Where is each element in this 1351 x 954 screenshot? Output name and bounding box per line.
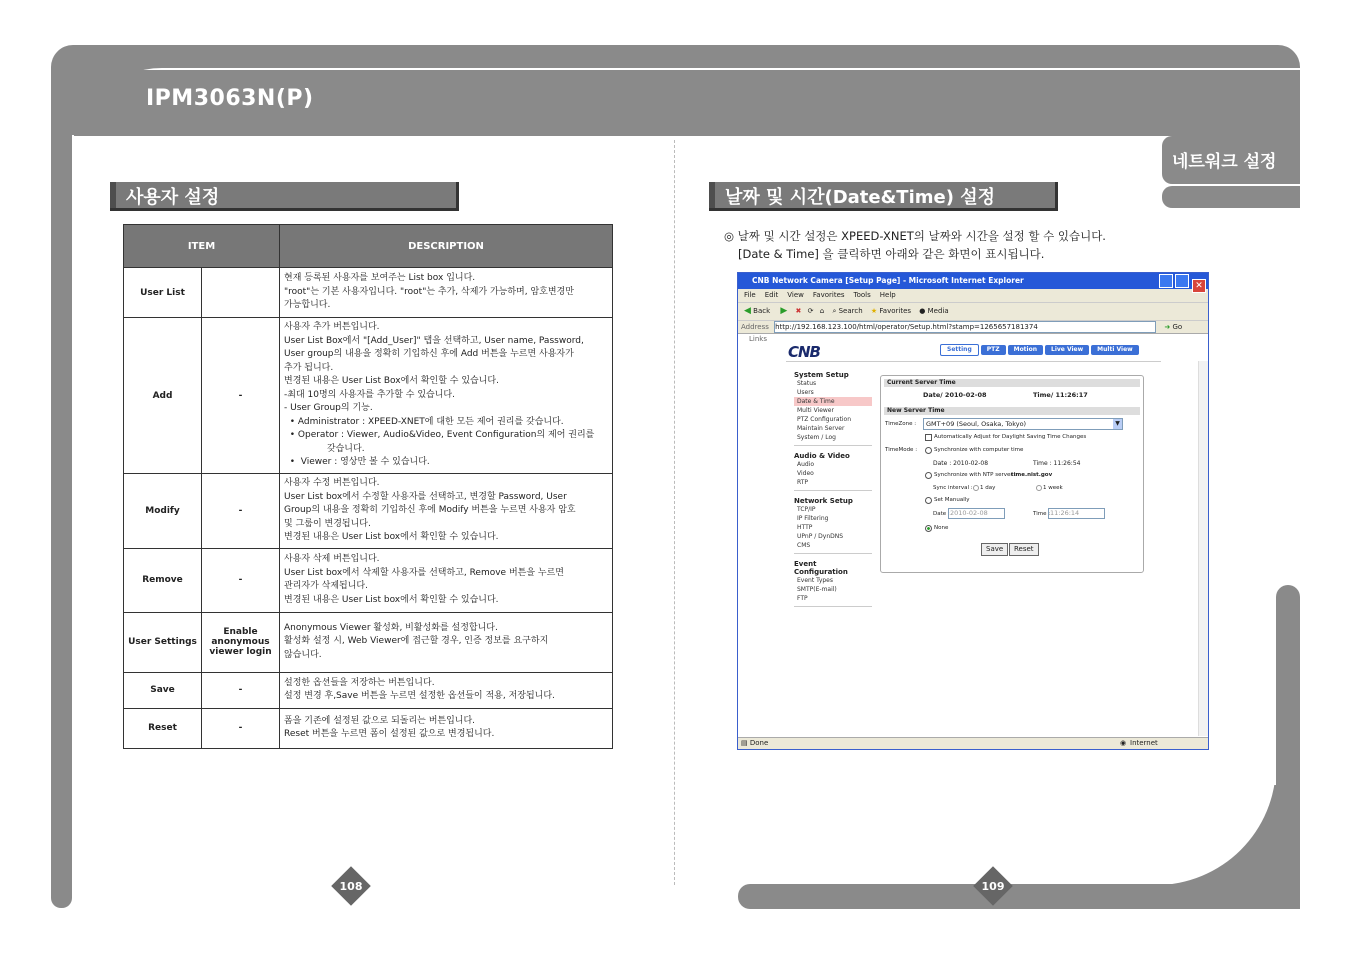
menu-item[interactable]: Date & Time (794, 397, 872, 406)
status-internet: Internet (1130, 739, 1158, 747)
forward-arrow-icon[interactable]: ▶ (780, 306, 788, 316)
menu-item[interactable]: Multi Viewer (797, 407, 834, 414)
row-subitem: - (202, 672, 280, 708)
setup-side-menu (794, 365, 872, 607)
description-line: User List Box에서 "[Add_User]" 탭을 선택하고, User name, Password, (284, 335, 584, 346)
row-subitem: - (202, 318, 280, 474)
table-body (124, 268, 613, 749)
description-line: - User Group의 기능. (284, 403, 373, 414)
page-number-left: 108 (339, 880, 363, 893)
none-radio[interactable] (925, 525, 932, 532)
row-item: Reset (124, 708, 202, 748)
description-line: 현재 등록된 사용자를 보여주는 List box 입니다. (284, 273, 476, 284)
sync-ntp-radio[interactable] (925, 472, 932, 479)
menu-item[interactable]: SMTP(E-mail) (797, 586, 837, 593)
table-row (124, 548, 613, 612)
save-button[interactable]: Save (981, 543, 1008, 556)
menu-group-title: Audio & Video (794, 452, 850, 460)
menu-item[interactable]: UPnP / DynDNS (797, 533, 844, 540)
description-line: 및 그룹이 변경됩니다. (284, 518, 371, 529)
none-label: None (934, 525, 949, 531)
timemode-label: TimeMode : (885, 447, 918, 453)
menu-item[interactable]: HTTP (797, 524, 813, 531)
right-frame-bar (1276, 585, 1300, 909)
menu-item[interactable]: System / Log (797, 434, 836, 441)
row-item: Add (124, 318, 202, 474)
description-line: 사용자 추가 버튼입니다. (284, 322, 380, 333)
ie-menubar (738, 289, 1208, 303)
interval-day-radio[interactable] (973, 485, 979, 491)
cnb-logo: CNB (788, 343, 820, 361)
close-icon[interactable]: ✕ (1192, 279, 1206, 293)
row-description (280, 474, 613, 549)
new-time-form (881, 415, 1143, 575)
table-row (124, 474, 613, 549)
intro-line-1: ◎ 날짜 및 시간 설정은 XPEED-XNET의 날짜와 시간을 설정 할 수 있습니다. (724, 229, 1106, 243)
current-time-header: Current Server Time (884, 379, 1140, 387)
reset-button[interactable]: Reset (1009, 543, 1039, 556)
dst-checkbox[interactable] (925, 434, 932, 441)
manual-date-label: Date : (933, 511, 950, 517)
menu-item[interactable]: Maintain Server (797, 425, 845, 432)
current-time: Time/ 11:26:17 (1033, 391, 1088, 399)
table-header-description: DESCRIPTION (280, 225, 613, 268)
page-scrollbar[interactable] (1198, 361, 1208, 736)
menu-group-title: Network Setup (794, 497, 853, 505)
menu-item[interactable]: FTP (797, 595, 808, 602)
timezone-label: TimeZone : (885, 421, 917, 427)
document-title: IPM3063N(P) (146, 86, 314, 111)
ie-menu-item[interactable]: File (744, 291, 756, 299)
menu-item[interactable]: CMS (797, 542, 811, 549)
description-line: 갖습니다. (284, 443, 365, 454)
right-section-title: 날짜 및 시간(Date&Time) 설정 (725, 187, 995, 208)
row-subitem: - (202, 474, 280, 549)
dst-label: Automatically Adjust for Daylight Saving Time Changes (934, 434, 1087, 440)
current-time-row (881, 387, 1143, 401)
page-number-right: 109 (981, 880, 1005, 893)
nav-tab[interactable]: PTZ (981, 345, 1006, 355)
nav-tab[interactable]: Multi View (1091, 345, 1139, 355)
ie-statusbar (738, 737, 1208, 749)
timezone-value: GMT+09 (Seoul, Osaka, Tokyo) (926, 420, 1027, 428)
pc-time: Time : 11:26:54 (1033, 460, 1081, 467)
description-line: • Operator : Viewer, Audio&Video, Event Configuration의 제어 권리를 (284, 430, 595, 441)
sync-pc-label: Synchronize with computer time (934, 447, 1024, 453)
description-line: 변경된 내용은 User List box에서 확인할 수 있습니다. (284, 532, 499, 542)
description-line: 사용자 삭제 버튼입니다. (284, 554, 380, 564)
ie-menu-item[interactable]: Help (879, 291, 896, 299)
toolbar-favorites[interactable]: Favorites (879, 307, 912, 315)
menu-group-title: System Setup (794, 371, 849, 379)
interval-week-radio[interactable] (1036, 485, 1042, 491)
interval-week-label: 1 week (1043, 485, 1063, 491)
interval-day-label: 1 day (980, 485, 996, 491)
ntp-server[interactable]: time.nist.gov (1011, 472, 1053, 478)
sync-ntp-label: Synchronize with NTP server : (934, 472, 1017, 478)
description-line: 설정 변경 후,Save 버튼을 누르면 설정한 옵션들이 적용, 저장됩니다. (284, 691, 555, 701)
manual-date-input[interactable]: 2010-02-08 (948, 508, 1005, 519)
page-divider (674, 140, 675, 885)
description-line: 변경된 내용은 User List Box에서 확인할 수 있습니다. (284, 376, 499, 387)
row-description (280, 708, 613, 748)
current-date: Date/ 2010-02-08 (923, 391, 987, 399)
description-line: Reset 버튼을 누르면 폼이 설정된 값으로 변경됩니다. (284, 729, 495, 739)
description-line: 변경된 내용은 User List box에서 확인할 수 있습니다. (284, 594, 499, 605)
menu-item[interactable]: PTZ Configuration (797, 416, 851, 423)
left-section-title: 사용자 설정 (126, 187, 220, 208)
table-row (124, 268, 613, 318)
manual-label: Set Manually (934, 497, 970, 503)
nav-tab[interactable]: Setting (940, 344, 979, 356)
status-done: Done (749, 739, 769, 747)
timezone-select[interactable] (923, 418, 1123, 430)
row-description (280, 672, 613, 708)
menu-item[interactable]: RTP (797, 479, 809, 486)
description-line: User List box에서 삭제할 사용자를 선택하고, Remove 버튼을 누르면 (284, 567, 564, 578)
row-description (280, 548, 613, 612)
maximize-icon[interactable] (1175, 274, 1189, 288)
manual-radio[interactable] (925, 497, 932, 504)
description-line: 사용자 수정 버튼입니다. (284, 478, 380, 488)
window-controls (1159, 274, 1206, 294)
sync-interval-label: Sync interval : (933, 485, 973, 491)
menu-item[interactable]: Audio (797, 461, 815, 468)
description-line: 가능합니다. (284, 300, 331, 311)
row-description (280, 318, 613, 474)
menu-group-title: Event Configuration (794, 560, 848, 576)
chevron-down-icon[interactable]: ▼ (1113, 419, 1122, 429)
row-item: User Settings (124, 612, 202, 672)
new-time-header: New Server Time (884, 407, 1140, 415)
description-line: 활성화 설정 시, Web Viewer에 접근할 경우, 인증 정보를 요구하지 (284, 636, 549, 647)
toolbar-back[interactable]: Back (753, 307, 771, 315)
ie-menu-item[interactable]: Favorites (812, 291, 845, 299)
pc-date: Date : 2010-02-08 (933, 460, 989, 467)
back-arrow-icon[interactable]: ◀ (744, 306, 751, 316)
row-item: Modify (124, 474, 202, 549)
description-line: Group의 내용을 정확히 기입하신 후에 Modify 버튼을 누르면 사용자 암호 (284, 505, 576, 515)
nav-divider (786, 361, 1161, 362)
nav-tab[interactable]: Live View (1045, 345, 1089, 355)
right-section-title-bar (709, 182, 1058, 211)
description-line: "root"는 기본 사용자입니다. "root"는 추가, 삭제가 가능하며, 암호변경만 (284, 286, 574, 297)
nav-tab[interactable]: Motion (1008, 345, 1043, 355)
row-item: User List (124, 268, 202, 318)
go-button[interactable]: Go (1172, 323, 1183, 331)
menu-separator (794, 606, 872, 607)
media-icon[interactable]: ● (919, 307, 926, 315)
table-header-row (124, 225, 613, 268)
row-description (280, 268, 613, 318)
user-settings-table (123, 224, 613, 749)
setup-nav-tabs (938, 344, 1139, 356)
manual-time-label: Time : (1033, 511, 1051, 517)
ie-titlebar (738, 273, 1208, 289)
table-row (124, 318, 613, 474)
description-line: • Administrator : XPEED-XNET에 대한 모든 제어 권리를 갖습니다. (284, 416, 564, 427)
refresh-icon[interactable]: ⟳ (807, 307, 814, 315)
chapter-tab (1162, 136, 1300, 184)
go-arrow-icon[interactable]: ➜ (1164, 323, 1171, 331)
menu-separator (794, 553, 872, 554)
ie-menu-item[interactable]: Tools (853, 291, 871, 299)
description-line: 설정한 옵션들을 저장하는 버튼입니다. (284, 677, 435, 688)
chapter-tab-lower (1162, 186, 1300, 208)
table-row (124, 672, 613, 708)
description-line: -최대 10명의 사용자를 추가할 수 있습니다. (284, 389, 455, 400)
description-line: 관리자가 삭제됩니다. (284, 581, 368, 591)
row-subitem: Enable anonymous viewer login (202, 612, 280, 672)
row-item: Remove (124, 548, 202, 612)
bottom-frame-bar (738, 884, 1300, 909)
table-header-item: ITEM (124, 225, 280, 268)
row-item: Save (124, 672, 202, 708)
toolbar-media[interactable]: Media (927, 307, 949, 315)
ie-addressbar (738, 321, 1208, 343)
description-line: Anonymous Viewer 활성화, 비활성화를 설정합니다. (284, 622, 498, 633)
toolbar-search[interactable]: Search (838, 307, 863, 315)
menu-item[interactable]: Status (797, 380, 817, 387)
description-line: User group의 내용을 정확히 기입하신 후에 Add 버튼을 누르면 사용자가 (284, 349, 574, 360)
ie-menu-item[interactable]: Edit (764, 291, 779, 299)
address-label: Address (741, 323, 769, 331)
left-frame-bar (51, 100, 72, 908)
menu-item[interactable]: TCP/IP (797, 506, 816, 513)
row-subitem (202, 268, 280, 318)
menu-item[interactable]: IP Filtering (797, 515, 829, 522)
chapter-tab-label: 네트워크 설정 (1172, 152, 1277, 172)
globe-icon: ◉ (1120, 739, 1127, 747)
row-description (280, 612, 613, 672)
ie-screenshot (737, 272, 1209, 750)
menu-separator (794, 490, 872, 491)
favorites-star-icon[interactable]: ★ (870, 307, 878, 315)
left-section-title-bar (110, 182, 459, 211)
ie-window-title: CNB Network Camera [Setup Page] - Microsoft Internet Explorer (752, 276, 1024, 285)
description-line: User List box에서 수정할 사용자를 선택하고, 변경할 Password, User (284, 491, 567, 502)
menu-item[interactable]: Video (797, 470, 814, 477)
description-line: • Viewer : 영상만 볼 수 있습니다. (284, 457, 430, 468)
sync-pc-radio[interactable] (925, 447, 932, 454)
ie-menu-item[interactable]: View (787, 291, 804, 299)
links-label[interactable]: Links (749, 335, 767, 343)
description-line: 않습니다. (284, 649, 322, 660)
table-row (124, 612, 613, 672)
home-icon[interactable]: ⌂ (819, 307, 825, 315)
description-line: 추가 됩니다. (284, 362, 334, 373)
row-subitem: - (202, 708, 280, 748)
menu-separator (794, 445, 872, 446)
menu-item[interactable]: Event Types (797, 577, 834, 584)
address-input[interactable]: http://192.168.123.100/html/operator/Setup.html?stamp=1265657181374 (774, 321, 1156, 333)
search-icon[interactable]: ⌕ (832, 307, 837, 315)
manual-time-input[interactable]: 11:26:14 (1048, 508, 1105, 519)
menu-item[interactable]: Users (797, 389, 814, 396)
intro-line-2: [Date & Time] 을 클릭하면 아래와 같은 화면이 표시됩니다. (738, 247, 1045, 261)
page-icon: ▤ (741, 739, 748, 747)
ie-toolbar (738, 303, 1208, 321)
row-subitem: - (202, 548, 280, 612)
date-time-panel (880, 375, 1144, 573)
minimize-icon[interactable] (1159, 274, 1173, 288)
description-line: 폼을 기존에 설정된 값으로 되돌리는 버튼입니다. (284, 715, 476, 726)
table-row (124, 708, 613, 748)
stop-icon[interactable]: ✖ (795, 307, 802, 315)
